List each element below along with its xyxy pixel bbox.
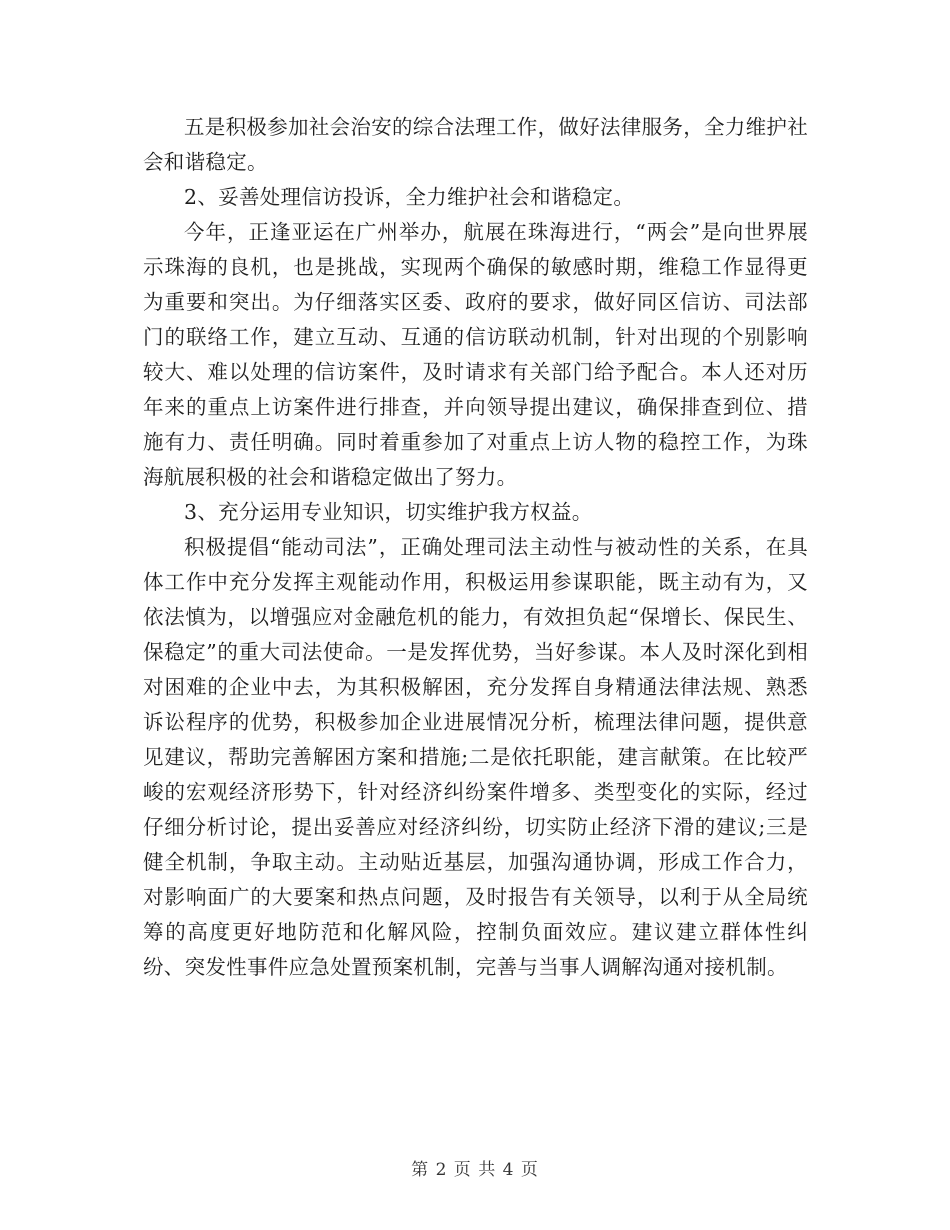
paragraph-expertise: 积极提倡“能动司法”，正确处理司法主动性与被动性的关系，在具体工作中充分发挥主观能动作用，积极运用参谋职能，既主动有为，又依法慎为，以增强应对金融危机的能力，有效担负起“保增长、保民生、保稳定”的重大司法使命。一是发挥优势，当好参谋。本人及时深化到相对困难的企业中去，为其积极解困，充分发挥自身精通法律法规、熟悉诉讼程序的优势，积极参加企业进展情况分析，梳理法律问题，提供意见建议，帮助完善解困方案和措施;二是依托职能，建言献策。在比较严峻的宏观经济形势下，针对经济纠纷案件增多、类型变化的实际，经过仔细分析讨论，提出妥善应对经济纠纷，切实防止经济下滑的建议;三是健全机制，争取主动。主动贴近基层，加强沟通协调，形成工作合力，对影响面广的大要案和热点问题，及时报告有关领导，以利于从全局统筹的高度更好地防范和化解风险，控制负面效应。建议建立群体性纠纷、突发性事件应急处置预案机制，完善与当事人调解沟通对接机制。 bbox=[143, 535, 808, 979]
page-number-footer: 第 2 页 共 4 页 bbox=[411, 1160, 539, 1180]
section-heading-petitions: 2、妥善处理信访投诉，全力维护社会和谐稳定。 bbox=[184, 185, 635, 209]
paragraph-item-five: 五是积极参加社会治安的综合法理工作，做好法律服务，全力维护社会和谐稳定。 bbox=[143, 115, 808, 174]
paragraph-petitions: 今年，正逢亚运在广州举办，航展在珠海进行，“两会”是向世界展示珠海的良机，也是挑战，实现两个确保的敏感时期，维稳工作显得更为重要和突出。为仔细落实区委、政府的要求，做好同区信访、司法部门的联络工作，建立互动、互通的信访联动机制，针对出现的个别影响较大、难以处理的信访案件，及时请求有关部门给予配合。本人还对历年来的重点上访案件进行排查，并向领导提出建议，确保排查到位、措施有力、责任明确。同时着重参加了对重点上访人物的稳控工作，为珠海航展积极的社会和谐稳定做出了努力。 bbox=[143, 220, 808, 489]
document-body bbox=[143, 110, 808, 985]
section-heading-expertise: 3、充分运用专业知识，切实维护我方权益。 bbox=[184, 500, 593, 524]
